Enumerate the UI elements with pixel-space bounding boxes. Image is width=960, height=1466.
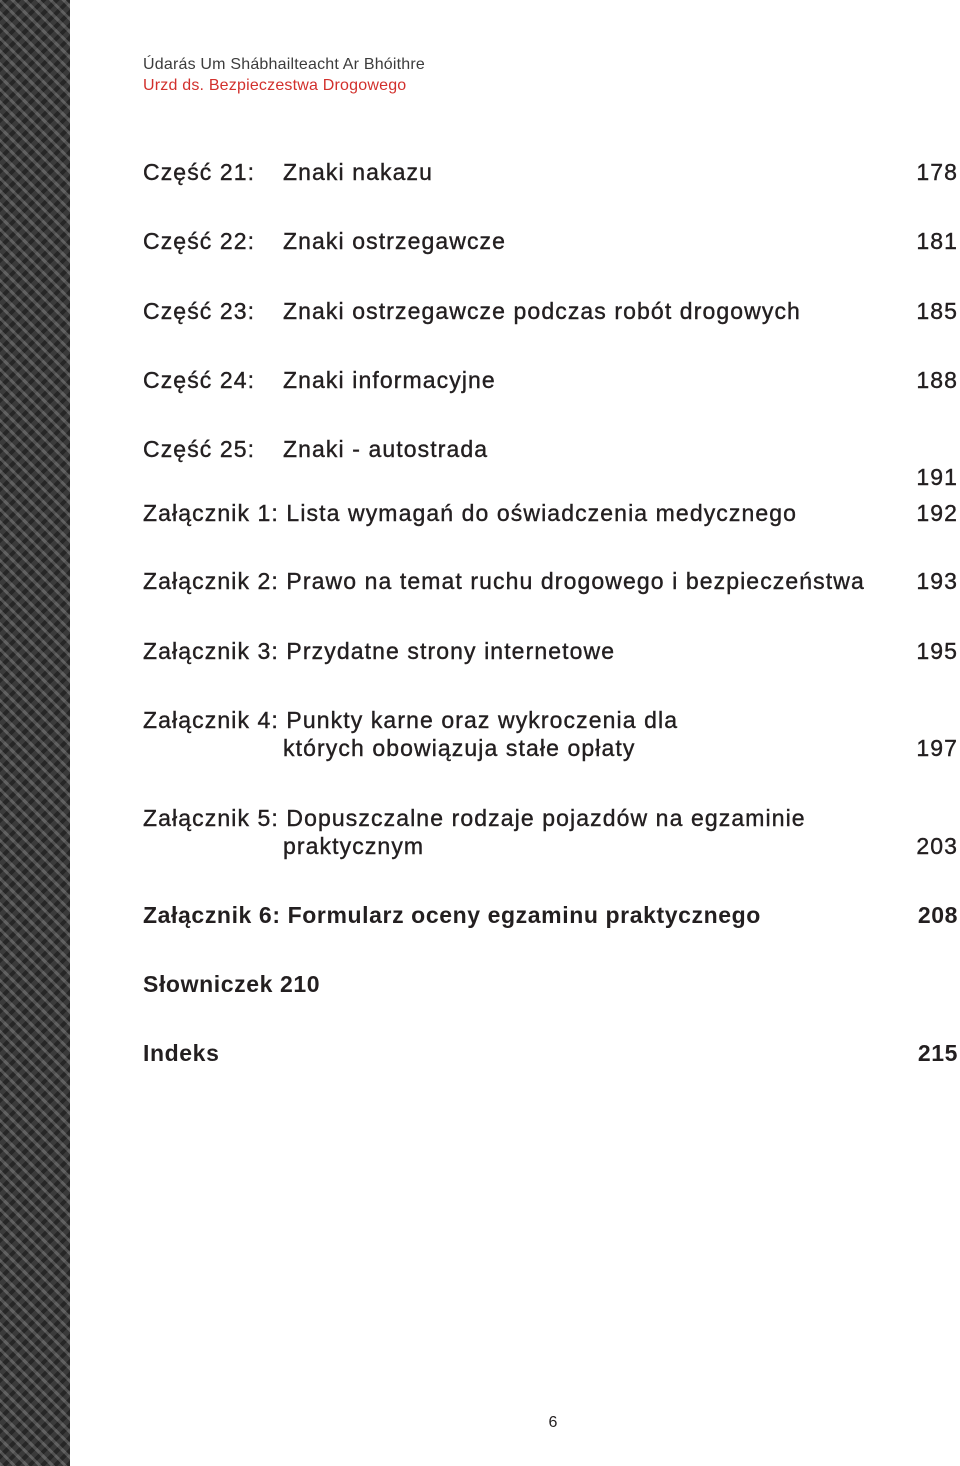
toc-entry-title: Znaki nakazu xyxy=(283,159,433,185)
toc-entry-page: 197 xyxy=(916,735,958,761)
toc-entry-part-24 xyxy=(143,366,958,394)
toc-entry-label: Załącznik 4: xyxy=(143,707,279,733)
toc-entry-part-23 xyxy=(143,297,958,325)
toc-entry-label: Część 25: xyxy=(143,436,256,462)
header-organization-irish: Údarás Um Shábhailteacht Ar Bhóithre xyxy=(143,56,426,73)
toc-entry-label: Część 24: xyxy=(143,367,256,393)
toc-entry-page: 178 xyxy=(916,159,958,185)
toc-entry-title: Formularz oceny egzaminu praktycznego xyxy=(287,902,761,928)
toc-entry-label: Załącznik 6: xyxy=(143,902,281,928)
toc-entry-title: Lista wymagań do oświadczenia medycznego xyxy=(286,500,798,526)
toc-entry-title: Znaki ostrzegawcze xyxy=(283,228,507,254)
toc-entry-title-line-1: Dopuszczalne rodzaje pojazdów na egzaminie xyxy=(286,805,806,831)
toc-entry-label: Załącznik 2: xyxy=(143,568,279,594)
header-organization-polish: Urzd ds. Bezpieczestwa Drogowego xyxy=(143,77,407,94)
toc-entry-appendix-6 xyxy=(143,901,958,929)
toc-entry-page: 191 xyxy=(916,464,958,490)
decorative-side-strip xyxy=(0,0,70,1466)
toc-entry-title-line-2: których obowiązuja stałe opłaty xyxy=(283,735,636,761)
toc-entry-label: Załącznik 3: xyxy=(143,638,279,664)
toc-entry-page: 185 xyxy=(916,298,958,324)
toc-entry-appendix-2 xyxy=(143,567,958,595)
toc-entry-title: Znaki informacyjne xyxy=(283,367,496,393)
toc-entry-page: 215 xyxy=(917,1040,958,1066)
toc-entry-page: 210 xyxy=(279,971,321,997)
toc-entry-part-21 xyxy=(143,158,958,186)
toc-entry-page: 193 xyxy=(916,568,958,594)
toc-entry-label: Załącznik 1: xyxy=(143,500,279,526)
toc-entry-appendix-1 xyxy=(143,499,958,527)
toc-entry-page: 192 xyxy=(916,500,958,526)
toc-entry-part-25 xyxy=(143,435,958,491)
toc-entry-title-line-1: Punkty karne oraz wykroczenia dla xyxy=(286,707,679,733)
toc-entry-glossary xyxy=(143,970,958,998)
toc-entry-label: Indeks xyxy=(143,1040,220,1066)
toc-entry-title: Przydatne strony internetowe xyxy=(286,638,616,664)
toc-entry-label: Część 22: xyxy=(143,228,256,254)
page-number: 6 xyxy=(548,1414,558,1431)
toc-entry-label: Część 21: xyxy=(143,159,256,185)
toc-entry-appendix-5 xyxy=(143,804,958,860)
toc-entry-label: Słowniczek xyxy=(143,971,273,997)
toc-entry-index xyxy=(143,1039,958,1067)
toc-entry-label: Załącznik 5: xyxy=(143,805,279,831)
toc-entry-page: 188 xyxy=(916,367,958,393)
toc-entry-appendix-4 xyxy=(143,706,958,762)
toc-entry-title: Znaki ostrzegawcze podczas robót drogowych xyxy=(283,298,801,324)
toc-entry-page: 181 xyxy=(916,228,958,254)
toc-entry-part-22 xyxy=(143,227,958,255)
toc-entry-page: 208 xyxy=(917,902,958,928)
toc-entry-page: 195 xyxy=(916,638,958,664)
toc-entry-title: Znaki - autostrada xyxy=(283,436,489,462)
toc-entry-title-line-2: praktycznym xyxy=(283,833,425,859)
toc-entry-page: 203 xyxy=(916,833,958,859)
toc-entry-title: Prawo na temat ruchu drogowego i bezpieczeństwa xyxy=(286,568,865,594)
toc-entry-label: Część 23: xyxy=(143,298,256,324)
toc-entry-appendix-3 xyxy=(143,637,958,665)
